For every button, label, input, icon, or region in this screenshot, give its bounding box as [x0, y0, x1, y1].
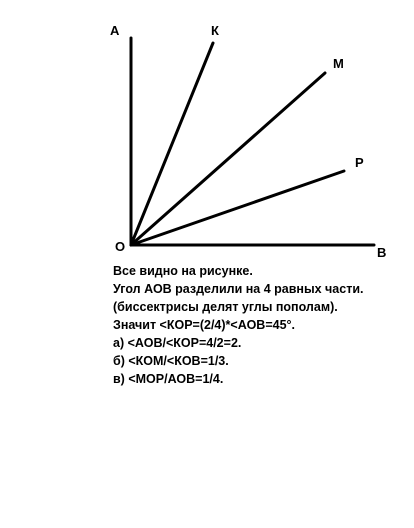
ray-op: [131, 171, 344, 245]
solution-line: а) <АОВ/<КОР=4/2=2.: [113, 336, 242, 350]
solution-line: б) <КОМ/<КОВ=1/3.: [113, 354, 229, 368]
point-label-k: К: [211, 23, 219, 38]
point-label-a: A: [110, 23, 120, 38]
ray-ok: [131, 43, 213, 245]
ray-om: [131, 73, 325, 245]
solution-line: в) <МОР/АОВ=1/4.: [113, 372, 224, 386]
point-label-b: В: [377, 245, 387, 260]
solution-line: Все видно на рисунке.: [113, 264, 253, 278]
point-label-p: Р: [355, 155, 364, 170]
solution-line: Угол АОВ разделили на 4 равных части.: [113, 282, 364, 296]
solution-line: (биссектрисы делят углы пополам).: [113, 300, 338, 314]
point-label-m: М: [333, 56, 344, 71]
point-label-o: О: [115, 239, 126, 254]
solution-text: [113, 262, 413, 388]
solution-line: Значит <КОР=(2/4)*<АОВ=45°.: [113, 318, 296, 332]
